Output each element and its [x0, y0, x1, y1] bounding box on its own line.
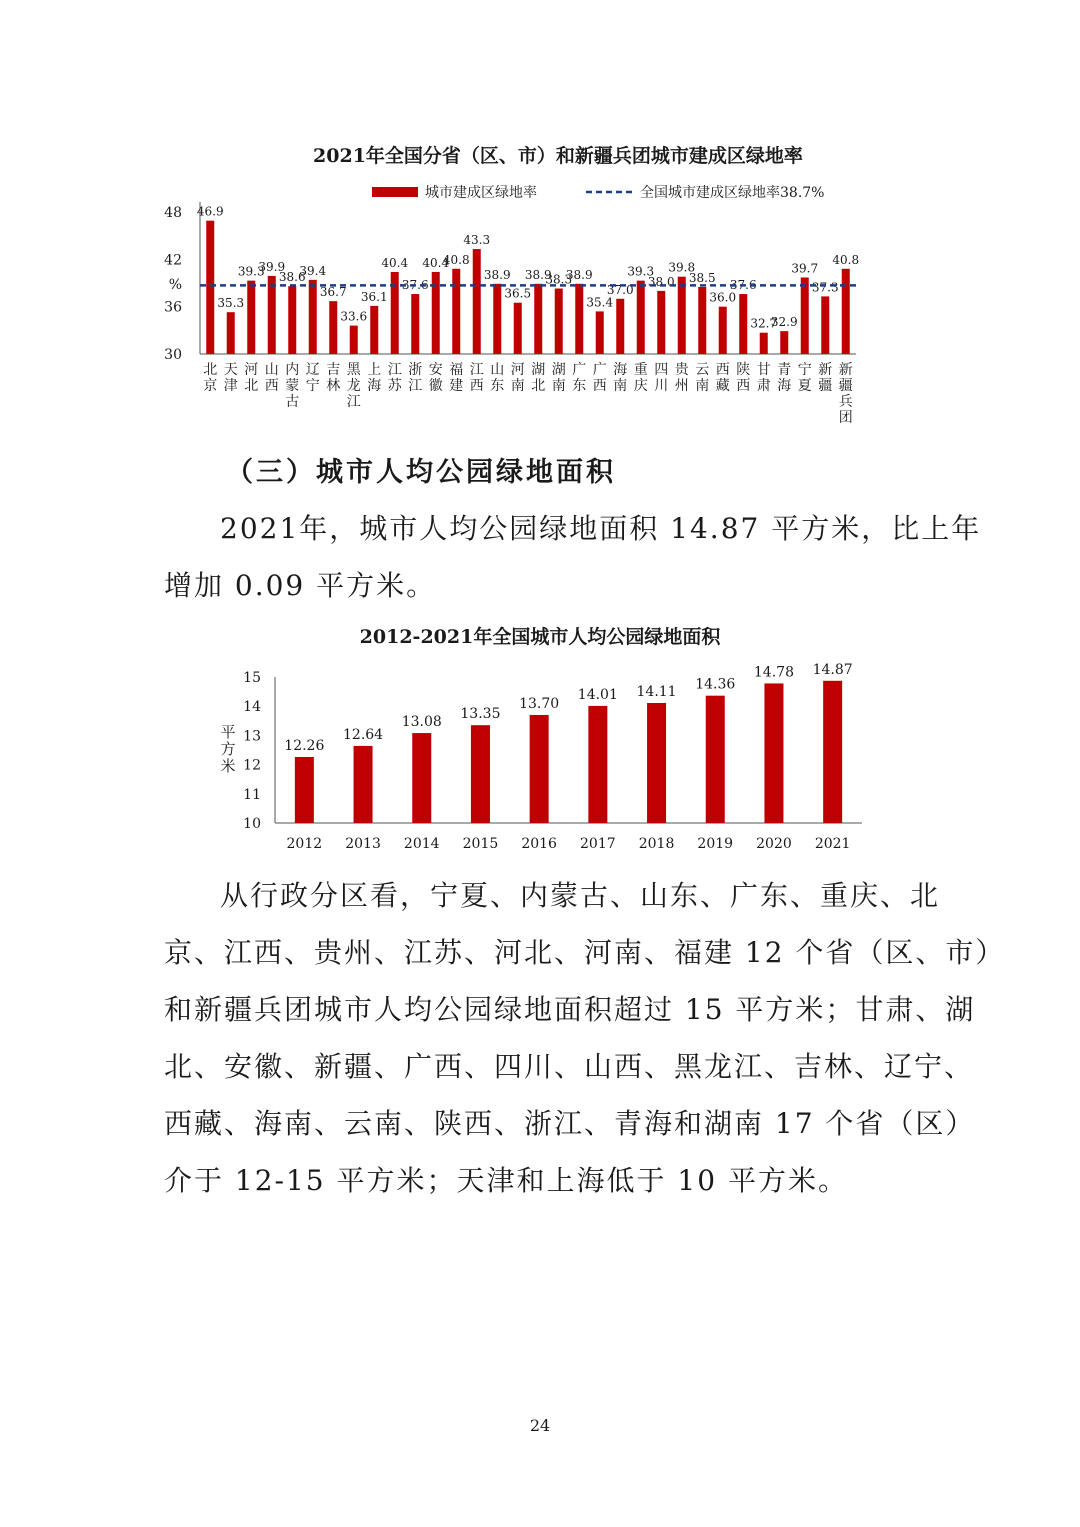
x-tick-label: 南	[510, 378, 525, 394]
x-tick-label: 江	[346, 394, 361, 410]
x-tick-label: 辽	[305, 362, 320, 378]
x-tick-label: 庆	[633, 378, 648, 394]
x-tick-label: 西	[469, 378, 484, 394]
paragraph-line: 从行政分区看，宁夏、内蒙古、山东、广东、重庆、北	[220, 879, 941, 912]
x-tick-label: 南	[613, 378, 628, 394]
x-tick-label: 宁	[305, 378, 320, 394]
x-tick-label: 2013	[345, 836, 381, 852]
data-label: 37.6	[729, 278, 757, 293]
data-label: 14.78	[753, 664, 794, 681]
x-tick-label: 北	[203, 362, 218, 378]
bar	[842, 269, 850, 354]
x-tick-label: 西	[715, 362, 730, 378]
x-tick-label: 湖	[531, 362, 546, 378]
bar	[411, 294, 419, 354]
x-tick-label: 海	[367, 378, 382, 394]
x-tick-label: 西	[736, 378, 751, 394]
paragraph-line: 介于 12-15 平方米；天津和上海低于 10 平方米。	[164, 1164, 848, 1197]
green-coverage-chart	[0, 180, 1080, 435]
y-axis-label: 平	[220, 723, 236, 741]
data-label: 39.3	[237, 264, 265, 279]
x-tick-label: 2017	[580, 836, 616, 852]
data-label: 35.3	[217, 296, 245, 311]
x-tick-label: 甘	[756, 362, 771, 378]
x-tick-label: 2019	[697, 836, 734, 852]
page-number: 24	[529, 1416, 551, 1435]
y-axis-label: %	[168, 277, 182, 293]
x-tick-label: 贵	[674, 362, 689, 378]
x-tick-label: 2014	[403, 836, 440, 852]
y-tick-label: 10	[243, 816, 261, 832]
x-tick-label: 2016	[521, 836, 557, 852]
x-tick-label: 江	[469, 362, 484, 378]
bar	[514, 303, 522, 354]
x-tick-label: 北	[244, 378, 259, 394]
paragraph-1	[164, 500, 982, 614]
x-tick-label: 浙	[408, 362, 423, 378]
x-tick-label: 天	[223, 362, 238, 378]
paragraph-line: 京、江西、贵州、江苏、河北、河南、福建 12 个省（区、市）	[164, 936, 1006, 969]
legend-bar-swatch	[372, 187, 418, 197]
x-tick-label: 北	[531, 378, 546, 394]
bar	[555, 289, 563, 354]
bar	[657, 291, 665, 354]
data-label: 12.64	[343, 726, 384, 743]
bar	[493, 284, 501, 354]
data-label: 38.0	[647, 274, 675, 289]
data-label: 12.26	[284, 738, 325, 755]
x-tick-label: 徽	[428, 378, 443, 394]
x-tick-label: 建	[449, 378, 464, 394]
legend-bar-label: 城市建成区绿地率	[425, 185, 537, 201]
x-tick-label: 津	[223, 378, 238, 394]
bar	[719, 307, 727, 354]
bar	[288, 286, 296, 354]
bar	[473, 249, 481, 354]
x-tick-label: 海	[777, 378, 792, 394]
data-label: 37.0	[606, 282, 634, 297]
y-tick-label: 15	[243, 670, 261, 686]
x-tick-label: 江	[408, 378, 423, 394]
paragraph-line: 增加 0.09 平方米。	[164, 569, 437, 602]
bar	[412, 733, 431, 823]
data-label: 36.0	[709, 290, 737, 305]
bar	[309, 280, 317, 354]
y-tick-label: 11	[243, 786, 261, 803]
bar	[706, 696, 725, 823]
y-axis-label: 米	[220, 757, 236, 775]
bar	[637, 281, 645, 354]
data-label: 36.7	[319, 285, 347, 300]
paragraph-line: 西藏、海南、云南、陕西、浙江、青海和湖南 17 个省（区）	[164, 1107, 976, 1140]
x-tick-label: 宁	[797, 362, 812, 378]
bar	[370, 306, 378, 354]
x-tick-label: 南	[695, 378, 710, 394]
x-tick-label: 2015	[462, 836, 499, 852]
x-tick-label: 南	[551, 378, 566, 394]
data-label: 13.35	[460, 706, 501, 723]
data-label: 37.3	[811, 280, 839, 295]
bar	[452, 269, 460, 354]
x-tick-label: 海	[613, 362, 628, 378]
data-label: 38.9	[483, 267, 511, 282]
x-tick-label: 州	[674, 378, 689, 394]
x-tick-label: 夏	[797, 378, 812, 394]
bar	[821, 296, 829, 354]
bar	[350, 326, 358, 354]
bar	[354, 746, 373, 823]
paragraph-2	[164, 867, 1006, 1209]
bar	[534, 284, 542, 354]
x-tick-label: 四	[654, 362, 669, 378]
park-area-chart	[0, 655, 1080, 855]
bar	[575, 284, 583, 354]
data-label: 39.8	[668, 260, 696, 275]
x-tick-label: 广	[592, 362, 607, 378]
x-tick-label: 内	[285, 362, 300, 378]
x-tick-label: 安	[428, 362, 443, 378]
x-tick-label: 东	[490, 378, 505, 394]
data-label: 38.6	[278, 270, 306, 285]
y-tick-label: 42	[164, 252, 182, 269]
bar	[295, 757, 314, 823]
section-heading: （三）城市人均公园绿地面积	[226, 457, 616, 488]
x-tick-label: 云	[695, 362, 710, 378]
data-label: 39.9	[258, 259, 286, 274]
data-label: 40.4	[381, 255, 409, 270]
data-label: 14.11	[636, 683, 677, 700]
data-label: 33.6	[340, 309, 368, 324]
x-tick-label: 古	[285, 394, 300, 410]
x-tick-label: 吉	[326, 362, 341, 378]
y-tick-label: 13	[243, 728, 261, 745]
x-tick-label: 山	[490, 362, 505, 378]
x-tick-label: 川	[654, 378, 669, 394]
x-tick-label: 苏	[387, 378, 402, 394]
x-tick-label: 2012	[286, 836, 323, 852]
data-label: 43.3	[463, 233, 491, 248]
data-label: 40.8	[442, 252, 470, 267]
x-tick-label: 2020	[756, 836, 792, 852]
x-tick-label: 西	[264, 378, 279, 394]
bar	[206, 221, 214, 354]
x-tick-label: 青	[777, 362, 792, 378]
y-tick-label: 30	[164, 347, 182, 363]
data-label: 14.87	[812, 661, 853, 678]
bar	[739, 294, 747, 354]
bar	[530, 715, 549, 823]
bar	[471, 725, 490, 823]
x-tick-label: 团	[838, 410, 853, 426]
bar	[647, 703, 666, 823]
x-tick-label: 东	[572, 378, 587, 394]
y-tick-label: 12	[243, 757, 261, 774]
bar	[698, 287, 706, 354]
x-tick-label: 龙	[346, 378, 361, 394]
data-label: 36.1	[360, 289, 388, 304]
bar	[268, 276, 276, 354]
data-label: 40.8	[832, 252, 860, 267]
x-tick-label: 林	[326, 378, 341, 394]
x-tick-label: 疆	[818, 378, 833, 394]
bar	[596, 311, 604, 354]
x-tick-label: 江	[387, 362, 402, 378]
paragraph-line: 北、安徽、新疆、广西、四川、山西、黑龙江、吉林、辽宁、	[164, 1050, 975, 1083]
legend-line-label: 全国城市建成区绿地率38.7%	[640, 185, 825, 201]
x-tick-label: 疆	[838, 378, 853, 394]
x-tick-label: 湖	[551, 362, 566, 378]
x-tick-label: 黑	[346, 362, 361, 378]
data-label: 38.9	[565, 267, 593, 282]
data-label: 14.01	[577, 686, 618, 703]
x-tick-label: 兵	[838, 394, 853, 410]
bar	[329, 301, 337, 354]
y-tick-label: 48	[164, 205, 182, 221]
chart2-title: 2012-2021年全国城市人均公园绿地面积	[359, 626, 721, 648]
x-tick-label: 藏	[715, 378, 730, 394]
x-tick-label: 2018	[638, 836, 675, 852]
data-label: 36.5	[504, 286, 532, 301]
x-tick-label: 陕	[736, 362, 751, 378]
x-tick-label: 广	[572, 362, 587, 378]
x-tick-label: 上	[367, 362, 382, 378]
data-label: 39.3	[627, 264, 655, 279]
y-tick-label: 14	[243, 699, 261, 716]
x-tick-label: 新	[838, 362, 853, 378]
data-label: 38.3	[545, 272, 573, 287]
x-tick-label: 河	[244, 362, 259, 378]
data-label: 38.9	[524, 267, 552, 282]
data-label: 37.6	[401, 278, 429, 293]
x-tick-label: 蒙	[285, 378, 300, 394]
data-label: 13.70	[519, 695, 560, 712]
data-label: 39.7	[791, 261, 819, 276]
data-label: 38.5	[688, 270, 716, 285]
chart1-title: 2021年全国分省（区、市）和新疆兵团城市建成区绿地率	[313, 145, 803, 167]
bar	[823, 681, 842, 823]
bar	[801, 277, 809, 354]
bar	[764, 683, 783, 823]
bar	[588, 706, 607, 823]
data-label: 35.4	[586, 295, 614, 310]
x-tick-label: 京	[203, 378, 218, 394]
x-tick-label: 肃	[756, 378, 771, 394]
bar	[616, 299, 624, 354]
data-label: 32.9	[770, 315, 798, 330]
y-tick-label: 36	[164, 299, 182, 316]
bar	[780, 331, 788, 354]
data-label: 14.36	[695, 676, 736, 693]
x-tick-label: 重	[633, 362, 648, 378]
x-tick-label: 山	[264, 362, 279, 378]
x-tick-label: 河	[510, 362, 525, 378]
bar	[227, 312, 235, 354]
y-axis-label: 方	[220, 740, 236, 758]
data-label: 13.08	[401, 714, 442, 731]
data-label: 39.4	[299, 263, 327, 278]
data-label: 40.4	[422, 255, 450, 270]
bar	[678, 277, 686, 354]
x-tick-label: 2021	[814, 836, 851, 852]
bar	[247, 281, 255, 354]
paragraph-line: 2021年，城市人均公园绿地面积 14.87 平方米，比上年	[220, 512, 982, 545]
x-tick-label: 新	[818, 362, 833, 378]
data-label: 32.7	[750, 316, 778, 331]
paragraph-line: 和新疆兵团城市人均公园绿地面积超过 15 平方米；甘肃、湖	[164, 993, 976, 1026]
data-label: 46.9	[196, 204, 224, 219]
x-tick-label: 福	[449, 362, 464, 378]
bar	[760, 333, 768, 354]
x-tick-label: 西	[592, 378, 607, 394]
